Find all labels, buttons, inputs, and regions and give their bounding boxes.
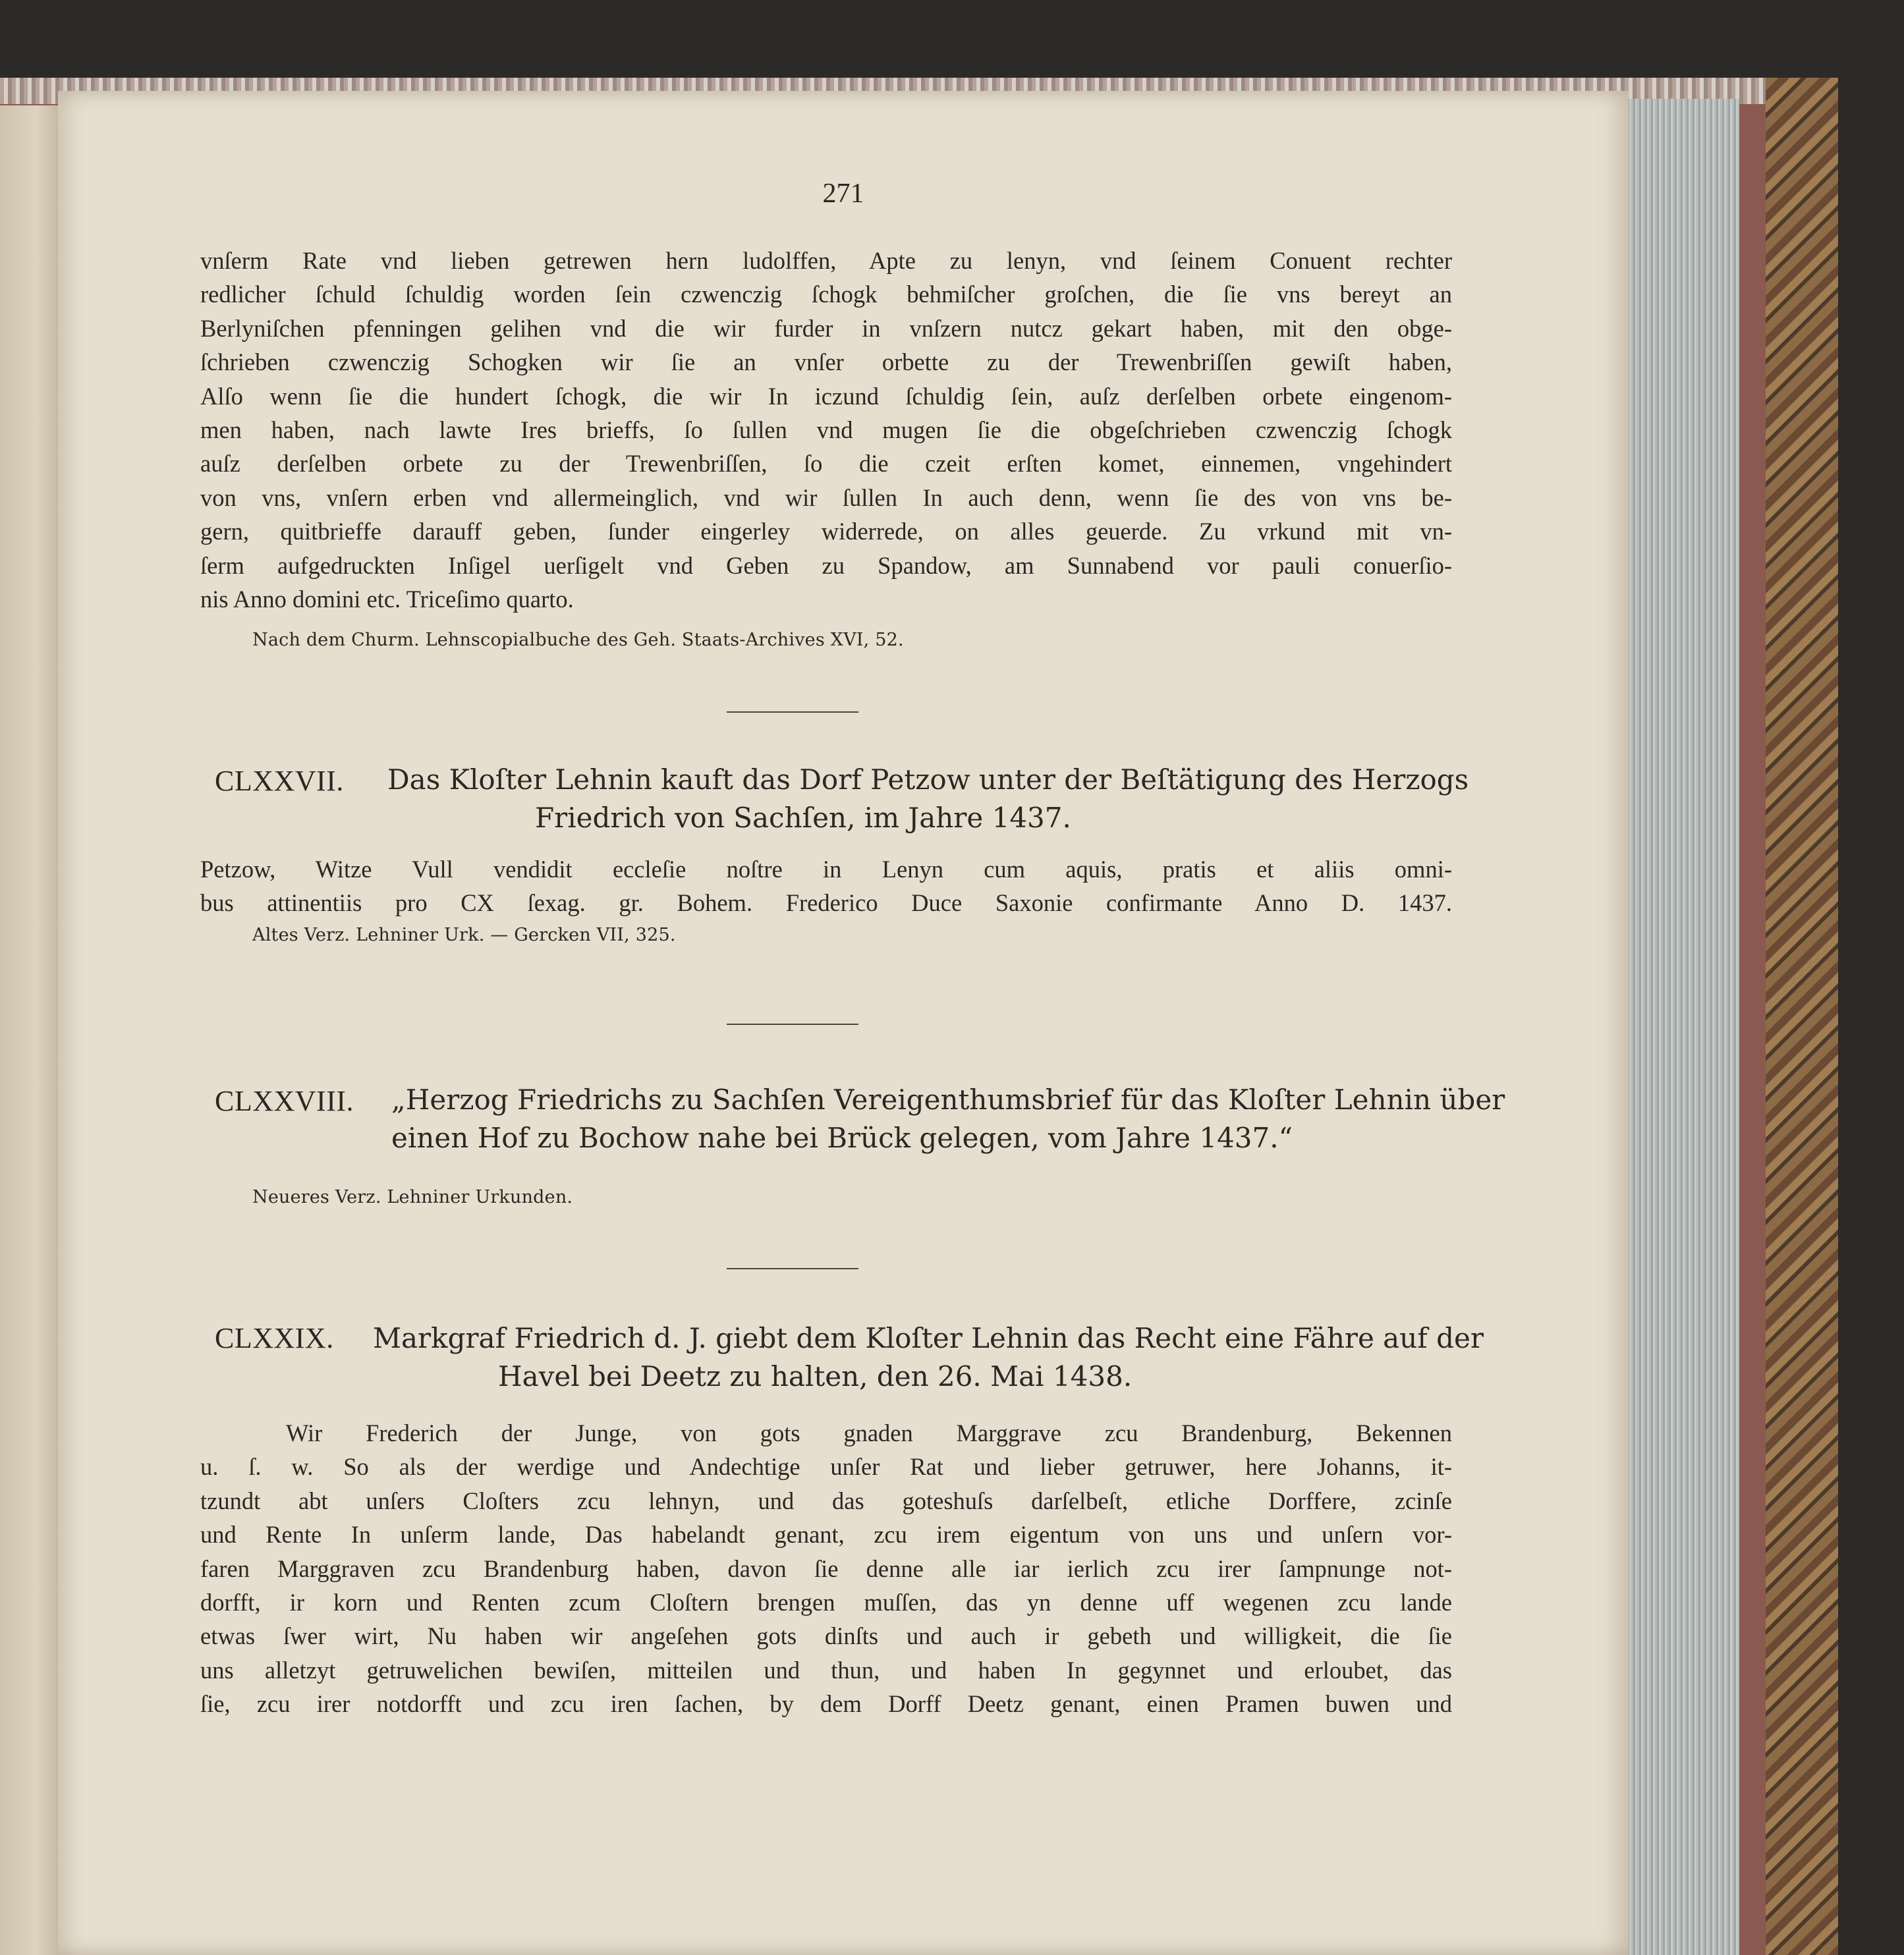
text-line: u. ſ. w. So als der werdige und Andechtige unſer Rat und lieber getruwer, here Johanns, it-	[200, 1453, 1452, 1481]
text-line: ſchrieben czwenczig Schogken wir ſie an vnſer orbette zu der Trewenbriſſen gewiſt haben,	[200, 348, 1452, 376]
section-title: „Herzog Friedrichs zu Sachſen Vereigenthumsbrief für das Kloſter Lehnin über	[391, 1084, 1505, 1116]
text-line: Petzow, Witze Vull vendidit eccleſie noſtre in Lenyn cum aquis, pratis et aliis omni-	[200, 856, 1452, 883]
text-line: men haben, nach lawte Ires brieffs, ſo ſullen vnd mugen ſie die obgeſchrieben czwenczig ſchogk	[200, 416, 1452, 444]
text-line: tzundt abt unſers Cloſters zcu lehnyn, und das goteshuſs darſelbeſt, etliche Dorffere, zcinſe	[200, 1487, 1452, 1514]
text-line: und Rente In unſerm lande, Das habelandt genant, zcu irem eigentum von uns und unſern vor-	[200, 1521, 1452, 1549]
page-number: 271	[822, 179, 864, 209]
text-line: Alſo wenn ſie die hundert ſchogk, die wir In iczund ſchuldig ſein, auſz derſelben orbete eingenom-	[200, 382, 1452, 410]
source-citation: Neueres Verz. Lehniner Urkunden.	[252, 1187, 573, 1207]
book-page	[58, 91, 1629, 1955]
text-line: nis Anno domini etc. Triceſimo quarto.	[200, 586, 574, 613]
document-text	[200, 852, 1452, 920]
text-line: Wir Frederich der Junge, von gots gnaden Marggrave zcu Brandenburg, Bekennen	[286, 1419, 1452, 1446]
document-text	[200, 244, 1452, 616]
text-line: bus attinentiis pro CX ſexag. gr. Bohem. Frederico Duce Saxonie confirmante Anno D. 1437.	[200, 889, 1452, 917]
text-line: faren Marggraven zcu Brandenburg haben, davon ſie denne alle iar ierlich zcu irer ſampnunge not-	[200, 1555, 1452, 1582]
text-line: gern, quitbrieffe darauff geben, ſunder eingerley widerrede, on alles geuerde. Zu vrkund mit vn-	[200, 518, 1452, 545]
section-title: Das Kloſter Lehnin kauft das Dorf Petzow unter der Beſtätigung des Herzogs	[387, 763, 1469, 796]
section-divider	[727, 1024, 858, 1025]
source-citation: Nach dem Churm. Lehnscopialbuche des Geh. Staats-Archives XVI, 52.	[252, 630, 904, 650]
text-line: auſz derſelben orbete zu der Trewenbriſſen, ſo die czeit erſten komet, einnemen, vngehindert	[200, 450, 1452, 478]
text-line: vnſerm Rate vnd lieben getrewen hern ludolffen, Apte zu lenyn, vnd ſeinem Conuent rechter	[200, 247, 1452, 274]
previous-page-edge	[0, 105, 61, 1955]
section-number: CLXXVII.	[215, 765, 344, 797]
section-title: Havel bei Deetz zu halten, den 26. Mai 1438.	[498, 1360, 1133, 1392]
section-title: Friedrich von Sachſen, im Jahre 1437.	[535, 802, 1071, 834]
section-divider	[727, 1268, 858, 1269]
text-line: ſie, zcu irer notdorfft und zcu iren ſachen, by dem Dorff Deetz genant, einen Pramen buwen und	[200, 1690, 1452, 1718]
text-line: uns alletzyt getruwelichen bewiſen, mitteilen und thun, und haben In gegynnet und erloubet, das	[200, 1656, 1452, 1684]
section-number: CLXXIX.	[215, 1322, 334, 1354]
text-line: Berlyniſchen pfenningen gelihen vnd die wir furder in vnſzern nutcz gekart haben, mit den obge-	[200, 314, 1452, 342]
text-line: etwas ſwer wirt, Nu haben wir angeſehen gots dinſts und auch ir gebeth und willigkeit, die ſie	[200, 1622, 1452, 1650]
marbled-cover-edge	[1766, 78, 1838, 1955]
text-line: von vns, vnſern erben vnd allermeinglich, vnd wir ſullen In auch denn, wenn ſie des von vns be-	[200, 483, 1452, 511]
section-title: Markgraf Friedrich d. J. giebt dem Kloſter Lehnin das Recht eine Fähre auf der	[373, 1322, 1484, 1354]
section-number: CLXXVIII.	[215, 1085, 354, 1117]
text-line: ſerm aufgedruckten Inſigel uerſigelt vnd Geben zu Spandow, am Sunnabend vor pauli conuerſio-	[200, 551, 1452, 579]
source-citation: Altes Verz. Lehniner Urk. — Gercken VII, 325.	[252, 925, 676, 945]
section-divider	[727, 711, 858, 713]
page-block-edges	[1627, 99, 1739, 1955]
document-text	[200, 1416, 1452, 1721]
section-title: einen Hof zu Bochow nahe bei Brück gelegen, vom Jahre 1437.“	[391, 1122, 1293, 1154]
text-line: dorfft, ir korn und Renten zcum Cloſtern brengen muſſen, das yn denne uff wegenen zcu lande	[200, 1589, 1452, 1616]
text-line: redlicher ſchuld ſchuldig worden ſein czwenczig ſchogk behmiſcher groſchen, die ſie vns bereyt an	[200, 281, 1452, 308]
